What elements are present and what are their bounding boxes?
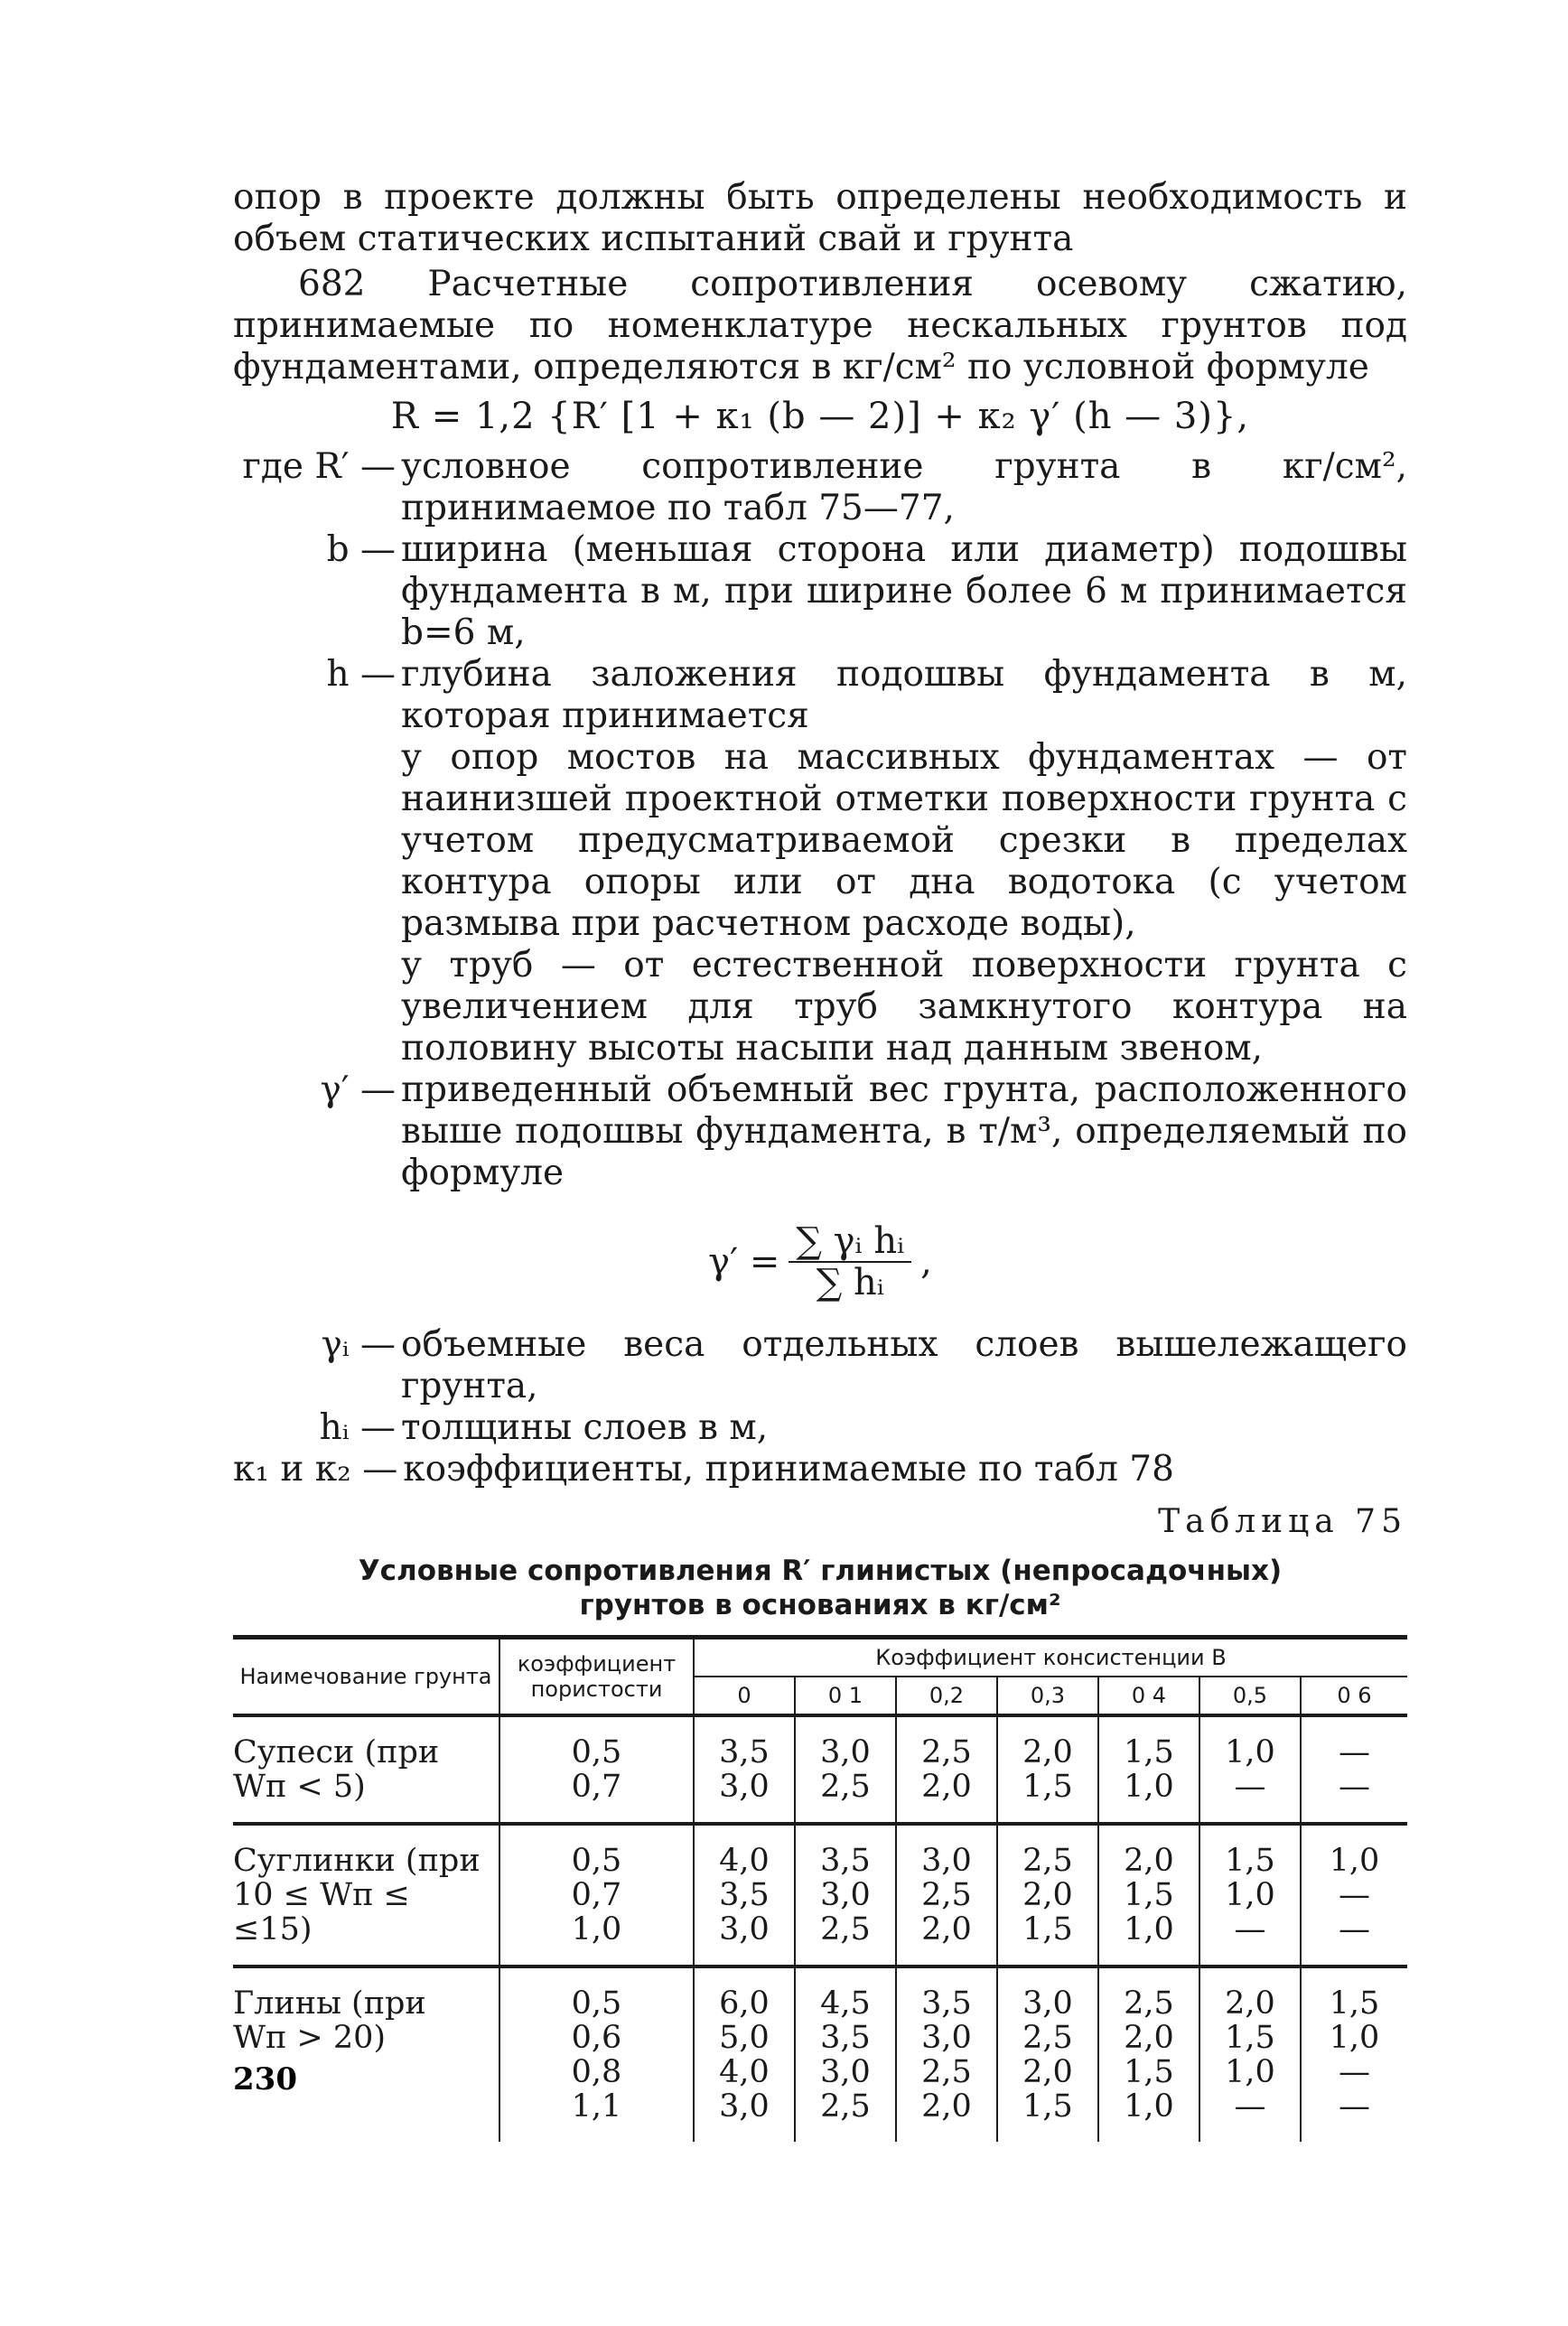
resistance-value: — (1339, 2088, 1370, 2125)
definition-text: объемные веса отдельных слоев вышележащего грунта, (401, 1324, 1407, 1406)
resistance-value: 2,0 (921, 1769, 972, 1805)
resistance-value: 3,0 (820, 1734, 871, 1770)
resistance-value: — (1339, 1734, 1370, 1770)
resistance-value: 1,5 (1022, 1911, 1073, 1948)
resistance-value: 1,0 (1124, 2088, 1174, 2125)
resistance-value: 2,0 (1124, 2020, 1174, 2056)
definition-text: приведенный объемный вес грунта, расположенного выше подошвы фундамента, в т/м³, определяемый по формуле (401, 1070, 1407, 1193)
porosity-value: 0,7 (571, 1877, 622, 1913)
column-header: 0,3 (997, 1677, 1098, 1715)
resistance-value: 1,0 (1124, 1769, 1174, 1805)
sub-paragraph-bridges: у опор мостов на массивных фундаментах — от наинизшей проектной отметки поверхности грунта с учетом предусматриваемой срезки в пределах контура опоры или от дна водотока (с учетом размыва при расчетном расходе воды), (401, 737, 1407, 944)
soil-name-line: ≤15) (233, 1911, 313, 1948)
resistance-cell (896, 1824, 997, 1966)
resistance-value: 1,5 (1124, 1877, 1174, 1913)
resistance-cell (1301, 1715, 1407, 1824)
resistance-cell (1098, 1715, 1199, 1824)
resistance-value: 1,0 (1124, 1911, 1174, 1948)
resistance-value: 3,0 (719, 1911, 770, 1948)
table-body (233, 1715, 1407, 2142)
table-row (233, 1966, 1407, 2142)
porosity-value: 0,6 (571, 2020, 622, 2056)
resistance-value: 2,5 (921, 2054, 972, 2090)
porosity-cell (499, 1824, 694, 1966)
definition-h (233, 654, 1407, 737)
table-label: Таблица 75 (1158, 1503, 1407, 1540)
resistance-value: — (1339, 1769, 1370, 1805)
resistance-value: 3,0 (921, 2020, 972, 2056)
resistance-cell (1199, 1966, 1301, 2142)
resistance-cell (1098, 1966, 1199, 2142)
resistance-value: 3,0 (820, 1877, 871, 1913)
definition-term: γᵢ — (321, 1324, 396, 1365)
column-header: 0 (694, 1677, 795, 1715)
formula-r: R = 1,2 {R′ [1 + к₁ (b — 2)] + к₂ γ′ (h — 3)}, (390, 396, 1250, 437)
page-number: 230 (233, 2061, 297, 2097)
paragraph-682: 682 Расчетные сопротивления осевому сжатию, принимаемые по номенклатуре нескальных грунтов под фундаментами, определяются в кг/см² по условной формуле (233, 264, 1407, 388)
intro-paragraph: опор в проекте должны быть определены необходимость и объем статических испытаний свай и грунта (233, 177, 1407, 259)
resistance-value: 2,0 (1022, 2054, 1073, 2090)
resistance-value: 2,0 (1225, 1985, 1275, 2022)
header-soil-name: Наимечование грунта (233, 1638, 499, 1716)
resistance-cell (997, 1715, 1098, 1824)
formula-lhs: γ′ = (708, 1241, 780, 1283)
sub-paragraph-pipes: у труб — от естественной поверхности грунта с увеличением для труб замкнутого контура на половину высоты насыпи над данным звеном, (401, 945, 1407, 1069)
resistance-value: 2,0 (921, 2088, 972, 2125)
definitions-list (233, 446, 1407, 1194)
resistance-value: 1,5 (1022, 1769, 1073, 1805)
resistance-value: 1,5 (1225, 1843, 1275, 1879)
soil-name-line: Wп < 5) (233, 1769, 366, 1805)
resistance-value: 2,0 (1022, 1877, 1073, 1913)
resistance-cell (1199, 1715, 1301, 1824)
soil-name-line: Суглинки (при (233, 1843, 481, 1879)
resistance-table (233, 1635, 1407, 2142)
porosity-value: 1,0 (571, 1911, 622, 1948)
definition-text: коэффициенты, принимаемые по табл 78 (403, 1449, 1174, 1490)
formula-tail: , (920, 1241, 932, 1283)
resistance-value: 6,0 (719, 1985, 770, 2022)
resistance-value: 2,0 (921, 1911, 972, 1948)
definition-term: где R′ — (242, 446, 396, 487)
resistance-value: 4,0 (719, 2054, 770, 2090)
table-row (233, 1824, 1407, 1966)
resistance-value: 3,5 (820, 1843, 871, 1879)
resistance-cell (896, 1966, 997, 2142)
resistance-value: 2,5 (921, 1877, 972, 1913)
resistance-value: 3,5 (921, 1985, 972, 2022)
resistance-value: 1,0 (1329, 2020, 1380, 2056)
column-header: 0,5 (1199, 1677, 1301, 1715)
porosity-value: 1,1 (571, 2088, 622, 2125)
resistance-value: 3,5 (719, 1734, 770, 1770)
resistance-cell (694, 1824, 795, 1966)
resistance-value: 2,0 (1022, 1734, 1073, 1770)
resistance-value: — (1234, 1769, 1266, 1805)
resistance-cell (997, 1824, 1098, 1966)
definition-text: условное сопротивление грунта в кг/см², принимаемое по табл 75—77, (401, 446, 1407, 528)
porosity-value: 0,5 (571, 1734, 622, 1770)
fraction (789, 1221, 911, 1303)
definition-b (233, 529, 1407, 654)
resistance-value: 2,5 (820, 1911, 871, 1948)
resistance-value: 3,0 (719, 2088, 770, 2125)
resistance-value: 1,0 (1225, 1877, 1275, 1913)
definition-gamma-i (233, 1324, 1407, 1407)
definition-term: γ′ — (320, 1070, 396, 1110)
column-header: 0 6 (1301, 1677, 1407, 1715)
soil-name-cell (233, 1824, 499, 1966)
porosity-cell (499, 1966, 694, 2142)
resistance-value: 3,0 (820, 2054, 871, 2090)
soil-name-cell (233, 1966, 499, 2142)
column-header: 0 1 (795, 1677, 896, 1715)
definition-gamma (233, 1070, 1407, 1194)
resistance-cell (1301, 1966, 1407, 2142)
column-header: 0,2 (896, 1677, 997, 1715)
resistance-value: 3,0 (719, 1769, 770, 1805)
resistance-cell (1301, 1824, 1407, 1966)
definition-term: hᵢ — (319, 1407, 396, 1448)
porosity-value: 0,5 (571, 1843, 622, 1879)
resistance-value: 5,0 (719, 2020, 770, 2056)
resistance-value: 1,5 (1225, 2020, 1275, 2056)
header-consistency: Коэффициент консистенции B (694, 1638, 1407, 1677)
resistance-value: 2,5 (1022, 1843, 1073, 1879)
resistance-value: 1,5 (1124, 1734, 1174, 1770)
resistance-cell (795, 1824, 896, 1966)
resistance-cell (694, 1715, 795, 1824)
definition-term: к₁ и к₂ — (233, 1449, 398, 1490)
definition-text: толщины слоев в м, (401, 1407, 769, 1448)
resistance-value: 2,0 (1124, 1843, 1174, 1879)
resistance-cell (795, 1715, 896, 1824)
definition-term: b — (326, 529, 396, 570)
resistance-value: 3,0 (921, 1843, 972, 1879)
fraction-numerator: ∑ γᵢ hᵢ (789, 1221, 911, 1263)
resistance-value: — (1339, 1877, 1370, 1913)
resistance-cell (997, 1966, 1098, 2142)
resistance-value: 2,5 (1124, 1985, 1174, 2022)
soil-name-cell (233, 1715, 499, 1824)
soil-name-line: Супеси (при (233, 1734, 440, 1770)
resistance-value: — (1234, 1911, 1266, 1948)
table-title-line-1: Условные сопротивления R′ глинистых (непросадочных) (358, 1555, 1283, 1587)
table-title-line-2: грунтов в основаниях в кг/см² (579, 1589, 1061, 1621)
resistance-value: 3,5 (820, 2020, 871, 2056)
resistance-cell (1199, 1824, 1301, 1966)
porosity-value: 0,8 (571, 2054, 622, 2090)
fraction-denominator: ∑ hᵢ (816, 1262, 884, 1303)
definition-r-prime (233, 446, 1407, 529)
resistance-value: — (1234, 2088, 1266, 2125)
definition-term: h — (326, 654, 396, 695)
definitions-list-2 (233, 1324, 1407, 1490)
resistance-value: 1,5 (1022, 2088, 1073, 2125)
resistance-value: 2,5 (820, 1769, 871, 1805)
definition-text: ширина (меньшая сторона или диаметр) подошвы фундамента в м, при ширине более 6 м принимается b=6 м, (401, 529, 1407, 653)
document-page (233, 177, 1407, 2142)
definition-text: глубина заложения подошвы фундамента в м, которая принимается (401, 654, 1407, 736)
formula-gamma (233, 1221, 1407, 1303)
definition-k (233, 1449, 1407, 1490)
resistance-value: 1,0 (1225, 1734, 1275, 1770)
resistance-value: 3,0 (1022, 1985, 1073, 2022)
resistance-cell (795, 1966, 896, 2142)
table-title (233, 1554, 1407, 1622)
column-header: 0 4 (1098, 1677, 1199, 1715)
soil-name-line: Глины (при (233, 1985, 426, 2022)
resistance-value: 2,5 (921, 1734, 972, 1770)
resistance-value: 4,5 (820, 1985, 871, 2022)
resistance-value: 1,0 (1329, 1843, 1380, 1879)
resistance-cell (896, 1715, 997, 1824)
porosity-value: 0,5 (571, 1985, 622, 2022)
resistance-value: 4,0 (719, 1843, 770, 1879)
resistance-value: 1,0 (1225, 2054, 1275, 2090)
porosity-cell (499, 1715, 694, 1824)
resistance-value: 1,5 (1124, 2054, 1174, 2090)
resistance-cell (694, 1966, 795, 2142)
resistance-value: 3,5 (719, 1877, 770, 1913)
soil-name-line: Wп > 20) (233, 2020, 387, 2056)
resistance-value: 1,5 (1329, 1985, 1380, 2022)
table-row (233, 1715, 1407, 1824)
header-porosity: коэффициент пористости (499, 1638, 694, 1716)
resistance-value: 2,5 (820, 2088, 871, 2125)
resistance-value: 2,5 (1022, 2020, 1073, 2056)
soil-name-line: 10 ≤ Wп ≤ (233, 1877, 410, 1913)
resistance-value: — (1339, 1911, 1370, 1948)
resistance-cell (1098, 1824, 1199, 1966)
resistance-value: — (1339, 2054, 1370, 2090)
porosity-value: 0,7 (571, 1769, 622, 1805)
definition-h-i (233, 1407, 1407, 1449)
